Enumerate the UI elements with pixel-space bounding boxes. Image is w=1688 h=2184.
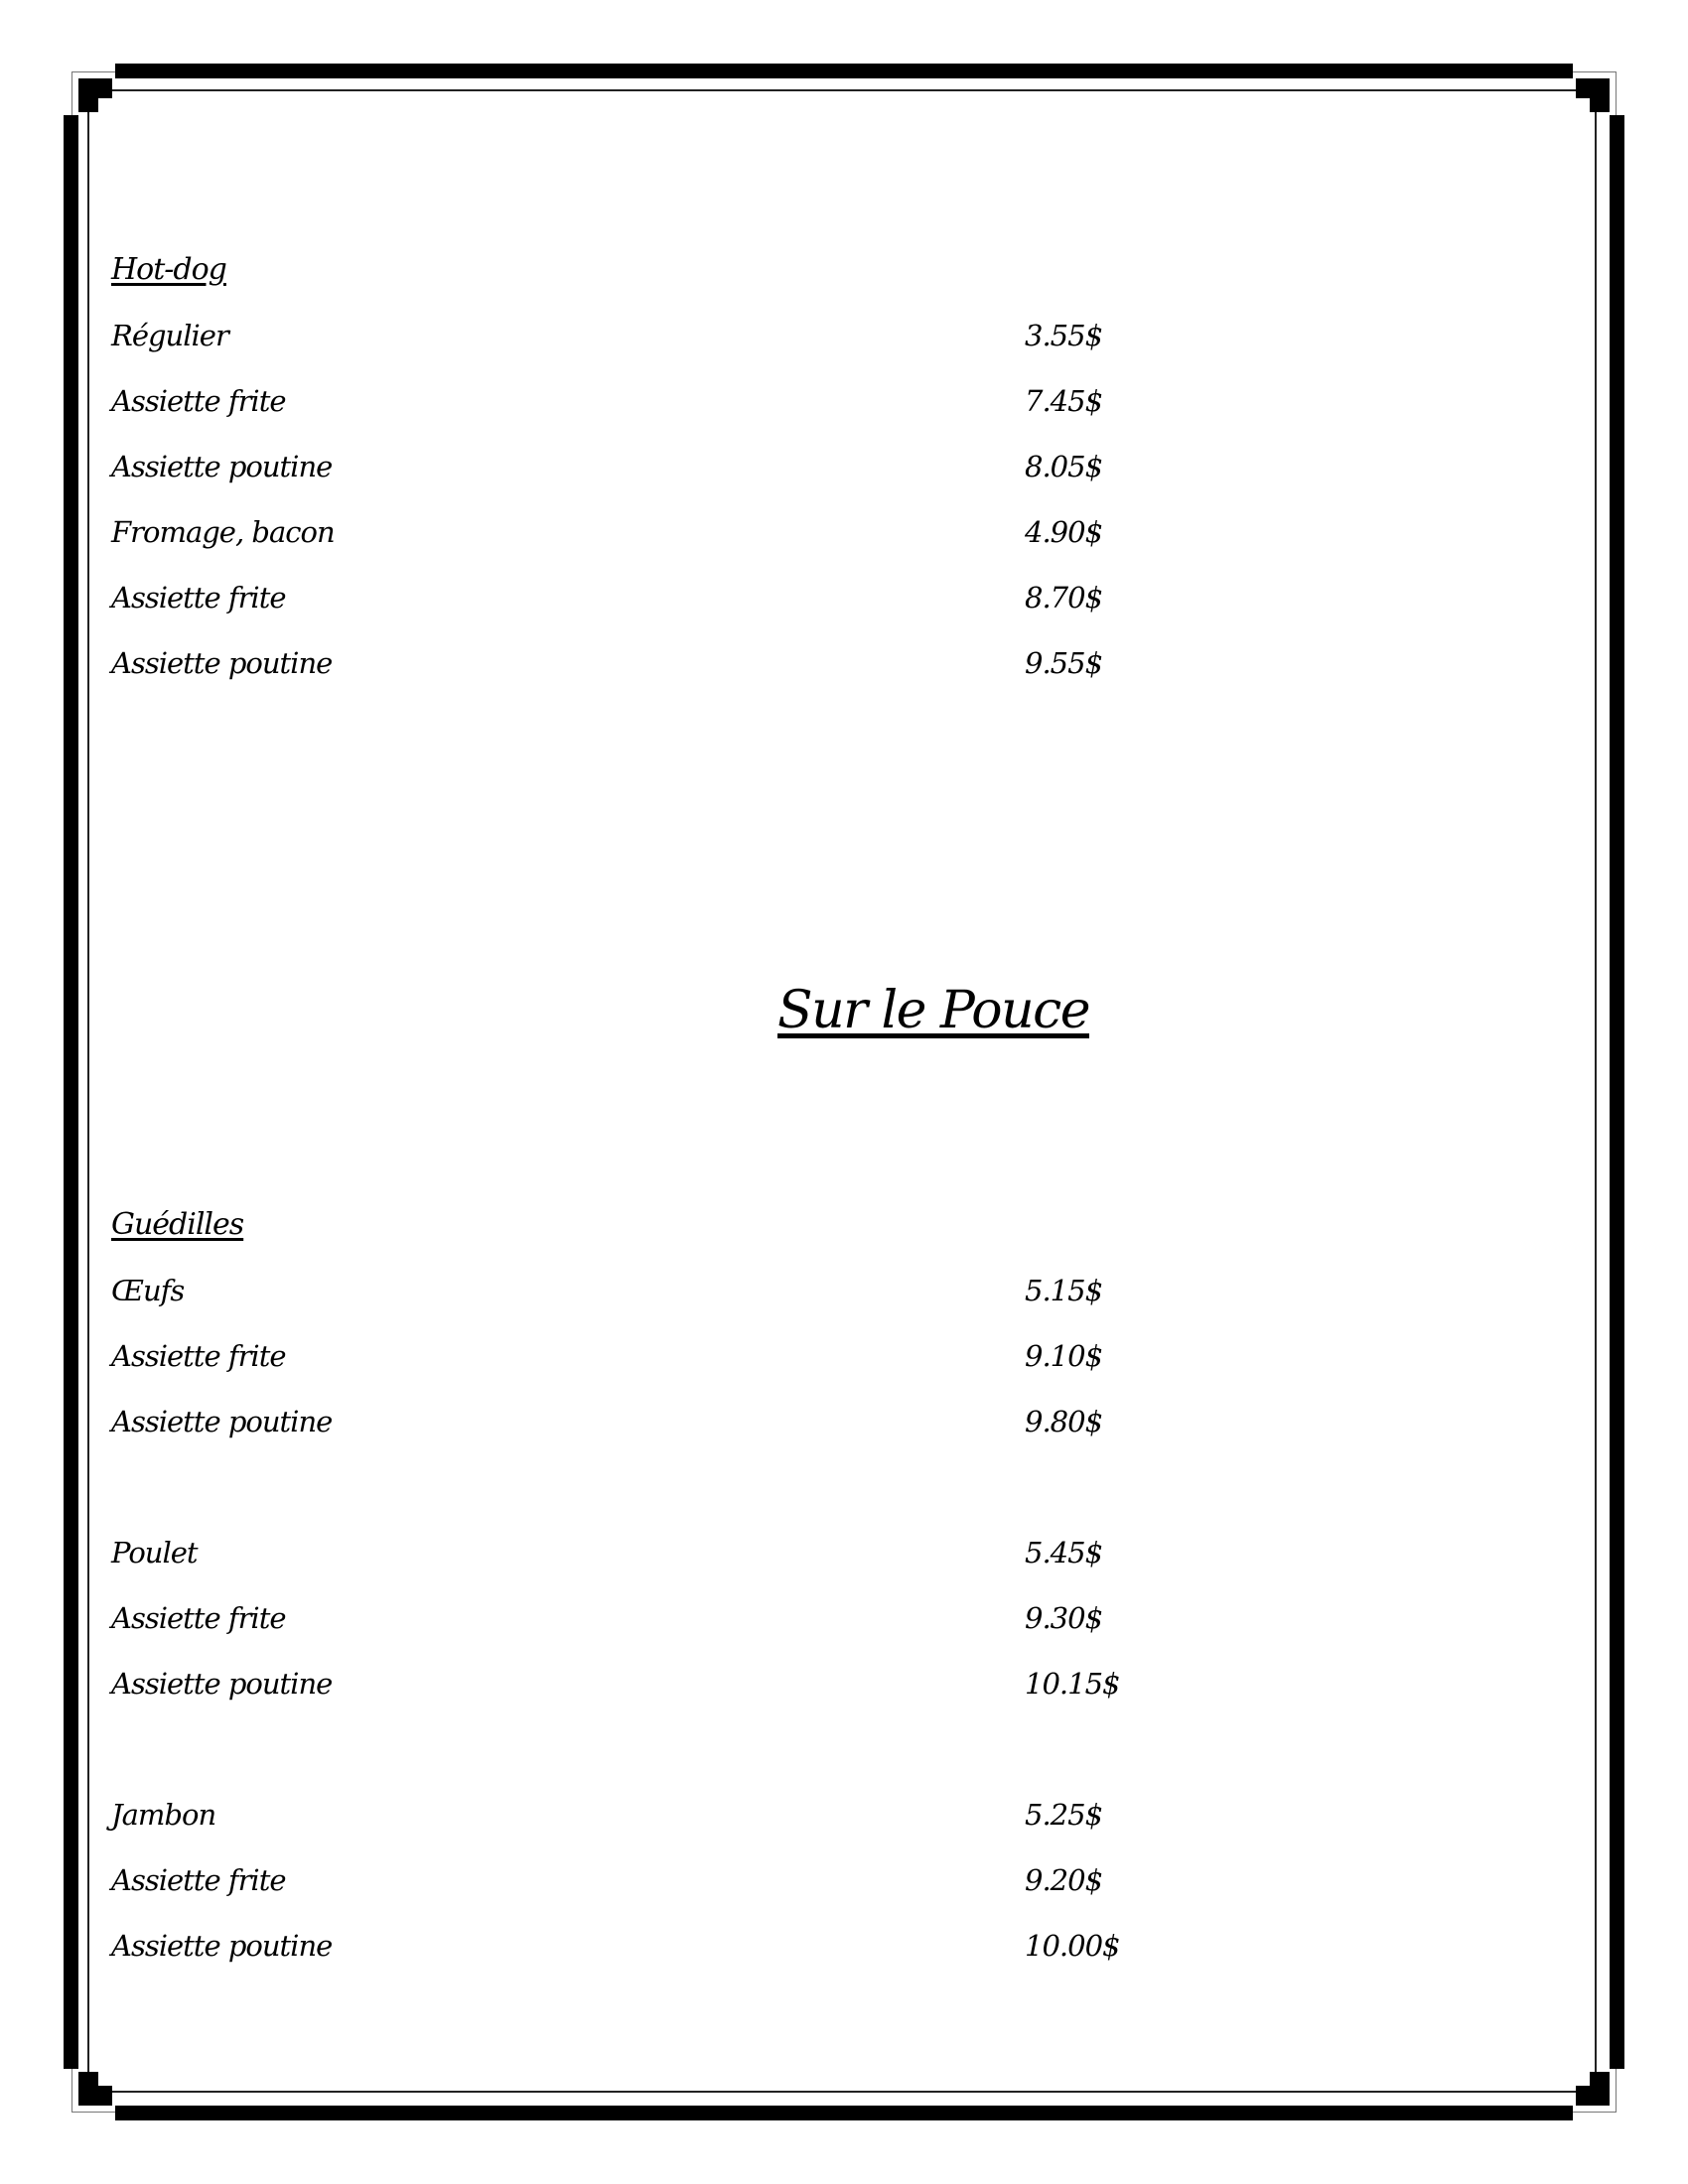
menu-item-price: 9.20$ (1025, 1863, 1103, 1897)
menu-item-price: 9.10$ (1025, 1339, 1103, 1373)
menu-item (111, 1269, 1223, 1334)
menu-item-name: Assiette frite (111, 581, 286, 614)
menu-item-name: Assiette poutine (111, 646, 333, 680)
menu-item (111, 1793, 1223, 1858)
menu-item (111, 445, 1223, 510)
menu-item-name: Jambon (111, 1798, 216, 1832)
guedilles-group-oeufs (111, 1269, 1223, 1465)
menu-item-price: 7.45$ (1025, 384, 1103, 418)
menu-item (111, 314, 1223, 379)
menu-item-price: 8.70$ (1025, 581, 1103, 614)
menu-item-name: Assiette frite (111, 1339, 286, 1373)
menu-item-name: Fromage, bacon (111, 515, 335, 549)
menu-item-name: Assiette frite (111, 1863, 286, 1897)
frame-corner-notch (98, 98, 112, 112)
menu-item (111, 641, 1223, 707)
menu-item-name: Assiette poutine (111, 1405, 333, 1438)
menu-item (111, 1662, 1223, 1727)
menu-item (111, 1334, 1223, 1400)
menu-item-price: 5.15$ (1025, 1274, 1103, 1307)
menu-item-price: 5.25$ (1025, 1798, 1103, 1832)
menu-item-name: Assiette frite (111, 1601, 286, 1635)
menu-item-price: 9.80$ (1025, 1405, 1103, 1438)
menu-item-name: Assiette poutine (111, 1667, 333, 1701)
group-spacer (111, 1465, 1223, 1531)
menu-item-price: 10.15$ (1025, 1667, 1120, 1701)
menu-item-price: 8.05$ (1025, 450, 1103, 483)
menu-item-name: Assiette poutine (111, 450, 333, 483)
menu-item-price: 3.55$ (1025, 319, 1103, 352)
menu-item (111, 1400, 1223, 1465)
guedilles-section (111, 1203, 1223, 1989)
frame-corner-notch (1576, 98, 1590, 112)
hotdog-section (111, 248, 1223, 707)
hotdog-heading: Hot-dog (111, 252, 226, 287)
menu-item-price: 9.30$ (1025, 1601, 1103, 1635)
menu-item-name: Régulier (111, 319, 228, 352)
menu-item (111, 379, 1223, 445)
guedilles-heading: Guédilles (111, 1207, 244, 1242)
menu-item (111, 1531, 1223, 1596)
menu-item-name: Assiette poutine (111, 1929, 333, 1963)
menu-item-name: Œufs (111, 1274, 185, 1307)
frame-bar-bottom (115, 2106, 1573, 2120)
menu-item (111, 576, 1223, 641)
menu-item (111, 1596, 1223, 1662)
page-title: Sur le Pouce (776, 981, 1089, 1040)
guedilles-group-poulet (111, 1531, 1223, 1727)
menu-item-price: 5.45$ (1025, 1536, 1103, 1570)
group-spacer (111, 1727, 1223, 1793)
menu-item-name: Assiette frite (111, 384, 286, 418)
frame-bar-right (1610, 115, 1624, 2069)
menu-item-price: 9.55$ (1025, 646, 1103, 680)
menu-item (111, 1924, 1223, 1989)
guedilles-group-jambon (111, 1793, 1223, 1989)
frame-corner-notch (1576, 2072, 1590, 2086)
frame-corner-notch (98, 2072, 112, 2086)
menu-item-name: Poulet (111, 1536, 198, 1570)
frame-bar-top (115, 64, 1573, 78)
menu-item-price: 4.90$ (1025, 515, 1103, 549)
menu-item-price: 10.00$ (1025, 1929, 1120, 1963)
frame-bar-left (64, 115, 78, 2069)
menu-item (111, 510, 1223, 576)
menu-item (111, 1858, 1223, 1924)
